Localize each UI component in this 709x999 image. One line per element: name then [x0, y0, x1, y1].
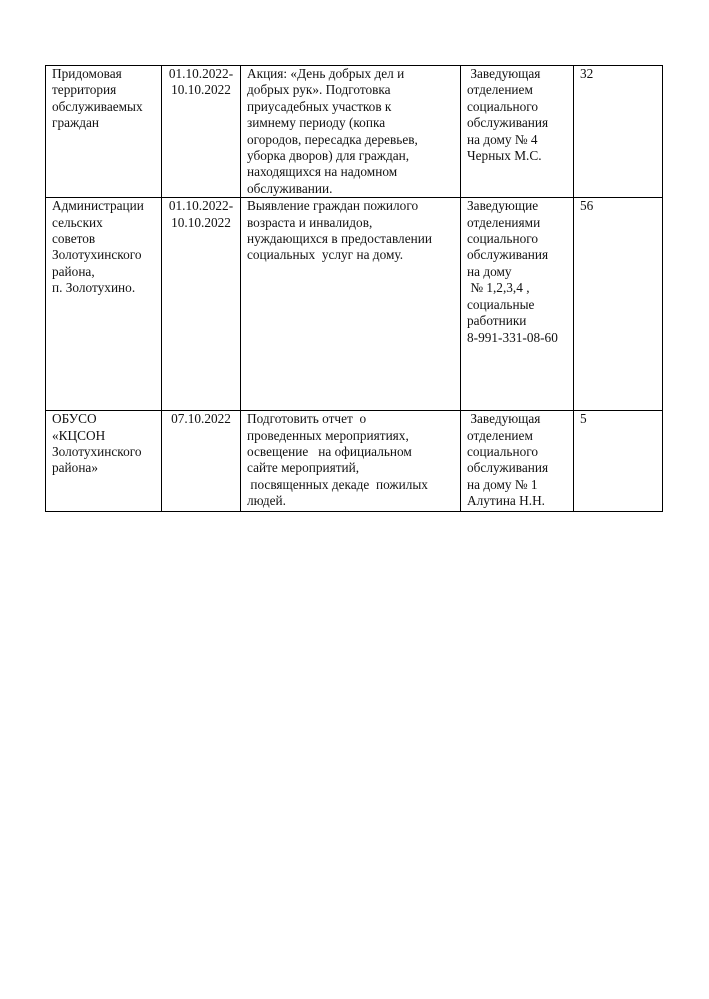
place-cell	[46, 66, 162, 198]
count-cell	[574, 411, 663, 512]
cell-text: 56	[580, 198, 594, 214]
cell-line: социального	[467, 98, 539, 114]
cell-line: отделением	[467, 427, 533, 443]
cell-line: зимнему периоду (копка	[247, 115, 386, 131]
cell-line: сельских	[52, 214, 103, 230]
cell-line: 07.10.2022	[171, 411, 231, 427]
cell-line: Выявление граждан пожилого	[247, 198, 419, 214]
date-cell	[162, 66, 241, 198]
table-row	[46, 66, 663, 198]
cell-line: Подготовить отчет о	[247, 411, 367, 427]
table-row	[46, 198, 663, 411]
cell-line: на дому № 1	[467, 476, 538, 492]
cell-line: обслуживании.	[247, 180, 333, 196]
cell-line: освещение на официальном	[247, 444, 412, 460]
cell-line: обслуживания	[467, 460, 549, 476]
cell-line: нуждающихся в предоставлении	[247, 231, 432, 247]
cell-line: огородов, пересадка деревьев,	[247, 131, 418, 147]
cell-text: 5	[580, 411, 587, 427]
cell-line: Придомовая	[52, 66, 122, 81]
cell-line: 8-991-331-08-60	[467, 329, 558, 345]
cell-line: Заведующая	[467, 66, 541, 81]
cell-line: района,	[52, 263, 95, 279]
cell-line: посвященных декаде пожилых	[247, 476, 428, 492]
cell-line: обслуживаемых	[52, 98, 143, 114]
cell-line: уборка дворов) для граждан,	[247, 148, 410, 164]
cell-line: возраста и инвалидов,	[247, 214, 373, 230]
cell-line: обслуживания	[467, 115, 549, 131]
cell-line: 01.10.2022-	[168, 66, 234, 81]
cell-line: 01.10.2022-	[168, 198, 234, 214]
count-cell	[574, 66, 663, 198]
date-cell	[162, 198, 241, 411]
responsible-cell	[461, 198, 574, 411]
cell-line: Золотухинского	[52, 247, 142, 263]
cell-line: 10.10.2022	[171, 214, 231, 230]
cell-text: 32	[580, 66, 594, 81]
event-cell	[241, 66, 461, 198]
cell-line: Заведующие	[467, 198, 539, 214]
cell-line: отделением	[467, 82, 533, 98]
cell-line: 10.10.2022	[171, 82, 231, 98]
cell-line: Акция: «День добрых дел и	[247, 66, 405, 81]
cell-line: социальных услуг на дому.	[247, 247, 404, 263]
cell-line: на дому № 4	[467, 131, 538, 147]
cell-line: на дому	[467, 263, 512, 279]
cell-line: обслуживания	[467, 247, 549, 263]
cell-line: № 1,2,3,4 ,	[467, 280, 530, 296]
cell-line: приусадебных участков к	[247, 98, 392, 114]
cell-line: района»	[52, 460, 98, 476]
cell-line: Алутина Н.Н.	[467, 493, 546, 509]
count-cell	[574, 198, 663, 411]
cell-line: добрых рук». Подготовка	[247, 82, 391, 98]
cell-line: Золотухинского	[52, 444, 142, 460]
responsible-cell	[461, 411, 574, 512]
cell-line: находящихся на надомном	[247, 164, 398, 180]
cell-line: Черных М.С.	[467, 148, 542, 164]
cell-line: социального	[467, 231, 539, 247]
cell-line: п. Золотухино.	[52, 280, 136, 296]
cell-line: Администрации	[52, 198, 144, 214]
place-cell	[46, 411, 162, 512]
date-cell	[162, 411, 241, 512]
cell-line: проведенных мероприятиях,	[247, 427, 409, 443]
cell-line: граждан	[52, 115, 99, 131]
cell-line: социального	[467, 444, 539, 460]
cell-line: людей.	[247, 493, 287, 509]
event-cell	[241, 411, 461, 512]
cell-line: работники	[467, 313, 527, 329]
cell-line: сайте мероприятий,	[247, 460, 360, 476]
place-cell	[46, 198, 162, 411]
table-row	[46, 411, 663, 512]
cell-line: социальные	[467, 296, 535, 312]
events-table	[45, 65, 663, 512]
cell-line: советов	[52, 231, 96, 247]
cell-line: «КЦСОН	[52, 427, 106, 443]
cell-line: Заведующая	[467, 411, 541, 427]
cell-line: ОБУСО	[52, 411, 97, 427]
cell-line: территория	[52, 82, 117, 98]
responsible-cell	[461, 66, 574, 198]
cell-line: отделениями	[467, 214, 541, 230]
event-cell	[241, 198, 461, 411]
